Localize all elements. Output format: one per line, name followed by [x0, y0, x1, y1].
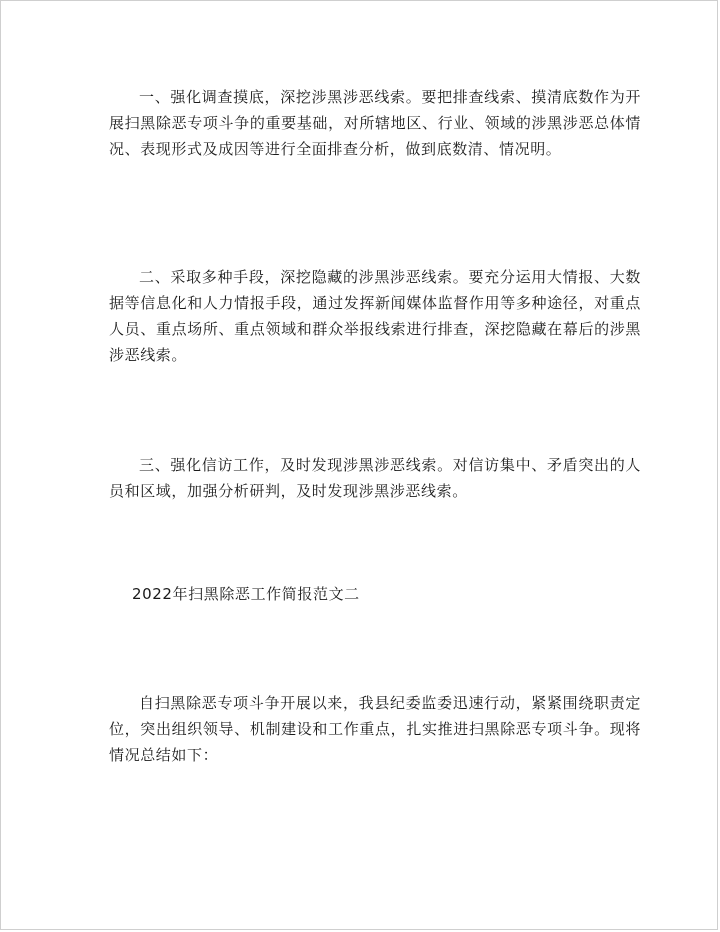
paragraph-1: 一、强化调查摸底，深挖涉黑涉恶线索。要把排查线索、摸清底数作为开展扫黑除恶专项斗争的重要基础，对所辖地区、行业、领域的涉黑涉恶总体情况、表现形式及成因等进行全面排查分析，做到底数清、情况明。	[109, 88, 641, 158]
paragraph-3: 三、强化信访工作，及时发现涉黑涉恶线索。对信访集中、矛盾突出的人员和区域，加强分析研判，及时发现涉黑涉恶线索。	[109, 456, 641, 500]
paragraph-2: 二、采取多种手段，深挖隐藏的涉黑涉恶线索。要充分运用大情报、大数据等信息化和人力情报手段，通过发挥新闻媒体监督作用等多种途径，对重点人员、重点场所、重点领域和群众举报线索进行排查，深挖隐藏在幕后的涉黑涉恶线索。	[109, 268, 641, 364]
section-heading: 2022年扫黑除恶工作简报范文二	[132, 585, 360, 603]
section-paragraph: 自扫黑除恶专项斗争开展以来，我县纪委监委迅速行动，紧紧围绕职责定位，突出组织领导、机制建设和工作重点，扎实推进扫黑除恶专项斗争。现将情况总结如下：	[109, 694, 641, 764]
